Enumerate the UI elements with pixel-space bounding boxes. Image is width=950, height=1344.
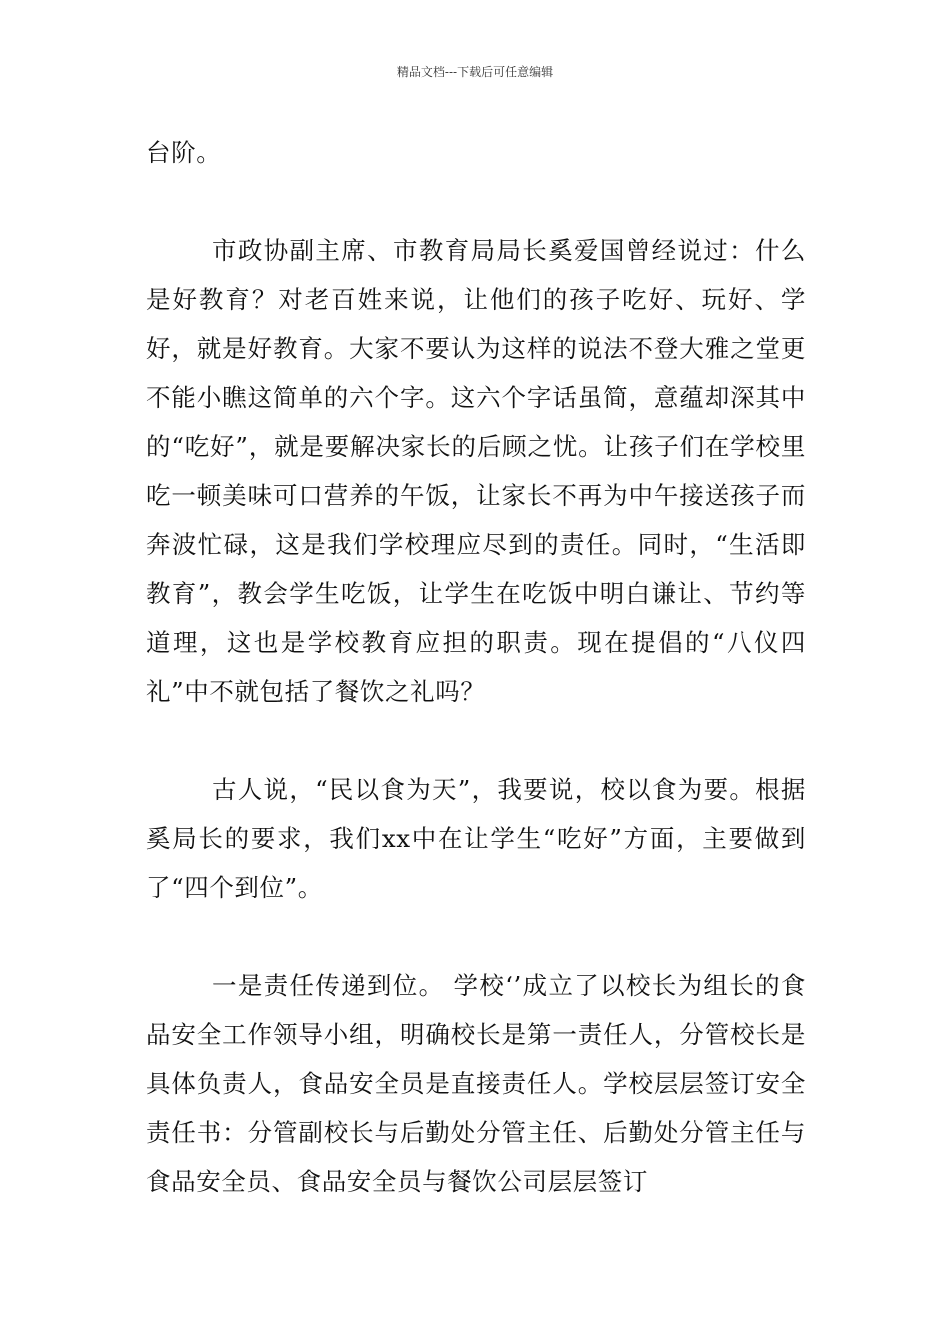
paragraph-good-education: 市政协副主席、市教育局局长奚爱国曾经说过：什么是好教育？对老百姓来说，让他们的孩子吃好、玩好、学好，就是好教育。大家不要认为这样的说法不登大雅之堂更不能小瞧这简单的六个字。这六个字话虽简，意蕴却深其中的“吃好”，就是要解决家长的后顾之忧。让孩子们在学校里吃一顿美味可口营养的午饭，让家长不再为中午接送孩子而奔波忙碌，这是我们学校理应尽到的责任。同时，“生活即教育”，教会学生吃饭，让学生在吃饭中明白谦让、节约等道理，这也是学校教育应担的职责。现在提倡的“八仪四礼”中不就包括了餐饮之礼吗？	[146, 236, 806, 706]
document-body	[146, 128, 806, 1206]
paragraph-responsibility: 一是责任传递到位。 学校‘’成立了以校长为组长的食品安全工作领导小组，明确校长是第一责任人，分管校长是具体负责人，食品安全员是直接责任人。学校层层签订安全责任书：分管副校长与后勤处分管主任、后勤处分管主任与食品安全员、食品安全员与餐饮公司层层签订	[146, 971, 806, 1196]
paragraph-gap	[146, 912, 806, 961]
paragraph-gap	[146, 177, 806, 226]
paragraph-continuation: 台阶。	[146, 138, 222, 167]
paragraph-gap	[146, 716, 806, 765]
page-header: 精品文档---下载后可任意编辑	[396, 65, 554, 79]
paragraph-food-priority: 古人说，“民以食为天”，我要说，校以食为要。根据奚局长的要求，我们xx中在让学生“吃好”方面，主要做到了“四个到位”。	[146, 775, 806, 902]
